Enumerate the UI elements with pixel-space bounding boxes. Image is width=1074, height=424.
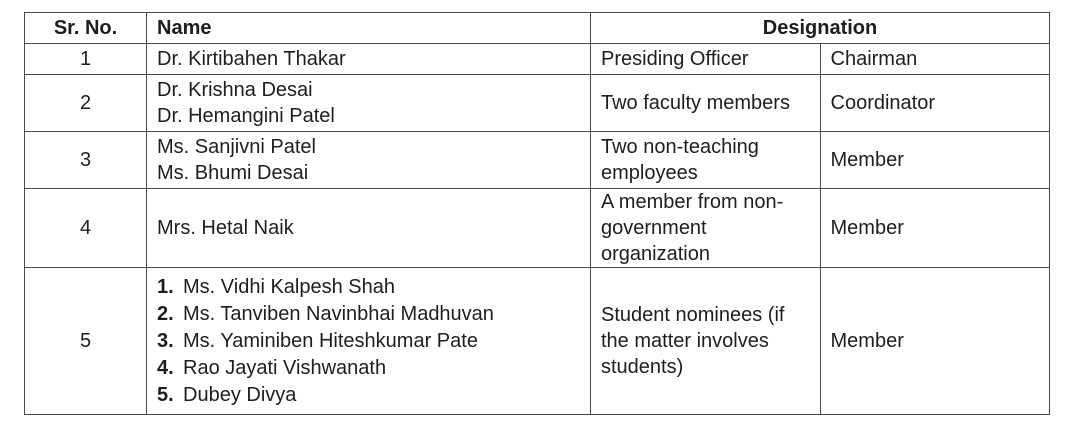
member-name: Mrs. Hetal Naik <box>157 217 294 239</box>
table-row <box>25 75 1050 132</box>
committee-table <box>24 12 1050 415</box>
list-number: 1. <box>157 275 174 298</box>
list-number: 3. <box>157 329 174 352</box>
sr-no-cell: 4 <box>25 189 147 268</box>
nominee-name: Ms. Vidhi Kalpesh Shah <box>183 275 395 298</box>
role-cell: Coordinator <box>820 75 1050 132</box>
designation-cell: A member from non-government organization <box>591 189 821 268</box>
member-name: Dr. Kirtibahen Thakar <box>157 48 346 70</box>
table-row <box>25 189 1050 268</box>
role-cell: Member <box>820 268 1050 415</box>
name-cell <box>147 75 591 132</box>
member-name: Dr. Krishna Desai <box>157 79 313 101</box>
nominee-name: Ms. Yaminiben Hiteshkumar Pate <box>183 329 478 352</box>
header-designation: Designation <box>591 13 1050 44</box>
list-item <box>157 355 580 382</box>
table-row <box>25 44 1050 75</box>
sr-no-cell: 1 <box>25 44 147 75</box>
member-name: Dr. Hemangini Patel <box>157 105 335 127</box>
list-number: 4. <box>157 356 174 379</box>
header-name: Name <box>147 13 591 44</box>
designation-cell: Two non-teaching employees <box>591 132 821 189</box>
list-item <box>157 382 580 409</box>
table-header-row <box>25 13 1050 44</box>
list-number: 2. <box>157 302 174 325</box>
committee-document <box>24 12 1050 415</box>
name-cell <box>147 132 591 189</box>
list-item <box>157 328 580 355</box>
sr-no-cell: 3 <box>25 132 147 189</box>
list-number: 5. <box>157 383 174 406</box>
student-nominee-list <box>157 274 580 409</box>
sr-no-cell: 2 <box>25 75 147 132</box>
designation-cell: Two faculty members <box>591 75 821 132</box>
role-cell: Chairman <box>820 44 1050 75</box>
designation-cell: Student nominees (if the matter involves students) <box>591 268 821 415</box>
member-name: Ms. Sanjivni Patel <box>157 136 316 158</box>
role-cell: Member <box>820 132 1050 189</box>
designation-cell: Presiding Officer <box>591 44 821 75</box>
sr-no-cell: 5 <box>25 268 147 415</box>
member-name: Ms. Bhumi Desai <box>157 162 309 184</box>
table-row <box>25 132 1050 189</box>
name-cell <box>147 268 591 415</box>
table-row <box>25 268 1050 415</box>
list-item <box>157 301 580 328</box>
header-sr-no: Sr. No. <box>25 13 147 44</box>
name-cell <box>147 189 591 268</box>
nominee-name: Dubey Divya <box>183 383 297 406</box>
list-item <box>157 274 580 301</box>
nominee-name: Rao Jayati Vishwanath <box>183 356 387 379</box>
role-cell: Member <box>820 189 1050 268</box>
nominee-name: Ms. Tanviben Navinbhai Madhuvan <box>183 302 494 325</box>
name-cell <box>147 44 591 75</box>
